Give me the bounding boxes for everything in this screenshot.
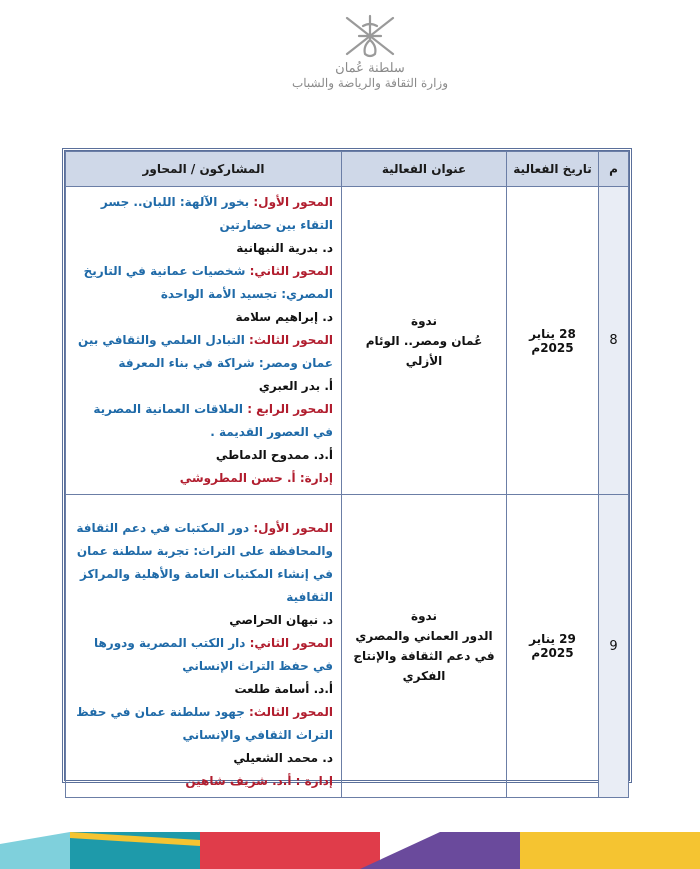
participant-name: د. بدرية النبهانية [236, 241, 333, 255]
axis-line [74, 398, 333, 444]
participant-name: أ. بدر العبري [258, 379, 333, 393]
axis-label: المحور الثاني: [249, 636, 333, 650]
participant-name: د. محمد الشعيلي [233, 751, 333, 765]
participant-name: أ.د. أسامة طلعت [234, 682, 333, 696]
axis-text: شخصيات عمانية في التاريخ المصري: تجسيد الأمة الواحدة [83, 264, 333, 301]
event-title: الدور العماني والمصري في دعم الثقافة والإنتاج الفكري [353, 629, 495, 683]
axis-line [74, 632, 333, 678]
participant-name: أ.د. ممدوح الدماطي [215, 448, 333, 462]
axis-label: المحور الأول: [253, 521, 333, 535]
column-header-participants: المشاركون / المحاور [66, 152, 342, 187]
participants-cell [66, 187, 342, 495]
logo-ministry-name: وزارة الثقافة والرياضة والشباب [291, 76, 449, 90]
table-header-row [66, 152, 629, 187]
moderator-line [74, 467, 333, 490]
footer-stripe-yellow [520, 832, 700, 869]
event-date: 28 يناير 2025م [507, 187, 599, 495]
moderator-line [74, 770, 333, 793]
axis-label: المحور الثالث: [249, 705, 333, 719]
axis-label: المحور الرابع : [247, 402, 333, 416]
axis-text: العلاقات العمانية المصرية في العصور القديمة . [93, 402, 333, 439]
event-type: ندوة [411, 609, 437, 623]
participants-cell [66, 495, 342, 798]
participant-name: د. إبراهيم سلامة [235, 310, 333, 324]
event-type: ندوة [411, 313, 437, 328]
moderator-label: إدارة : [295, 774, 333, 788]
axis-line [74, 329, 333, 375]
event-title-cell [342, 495, 507, 798]
footer-stripe-lightblue [0, 832, 70, 869]
column-header-number: م [599, 152, 629, 187]
row-number: 8 [599, 187, 629, 495]
axis-line [74, 517, 333, 609]
event-date: 29 يناير 2025م [507, 495, 599, 798]
event-title-cell [342, 187, 507, 495]
axis-text: بخور الآلهة: اللبان.. جسر التقاء بين حضارتين [100, 195, 333, 232]
column-header-date: تاريخ الفعالية [507, 152, 599, 187]
moderator-label: إدارة: [299, 471, 333, 485]
axis-text: دار الكتب المصرية ودورها في حفظ التراث الإنساني [93, 636, 333, 673]
axis-text: التبادل العلمي والثقافي بين عمان ومصر: شراكة في بناء المعرفة [78, 333, 333, 370]
khanjar-emblem-icon [335, 12, 405, 60]
footer-stripe-red [200, 832, 380, 869]
footer-stripe-purple [360, 832, 520, 869]
axis-text: جهود سلطنة عمان في حفظ التراث الثقافي والإنساني [76, 705, 333, 742]
events-table [62, 148, 632, 788]
decorative-footer-band [0, 832, 700, 869]
column-header-title: عنوان الفعالية [342, 152, 507, 187]
axis-label: المحور الأول: [253, 195, 333, 209]
axis-line [74, 260, 333, 306]
axis-line [74, 191, 333, 237]
axis-label: المحور الثالث: [249, 333, 333, 347]
moderator-name: أ. حسن المطروشي [179, 471, 300, 485]
axis-label: المحور الثاني: [249, 264, 333, 278]
row-number: 9 [599, 495, 629, 798]
table-row [66, 187, 629, 495]
ministry-logo [290, 12, 450, 102]
table-row [66, 495, 629, 798]
event-title: عُمان ومصر.. الوئام الأزلي [365, 333, 483, 368]
moderator-name: أ.د. شريف شاهين [185, 774, 296, 788]
axis-text: دور المكتبات في دعم الثقافة والمحافظة على التراث: تجربة سلطنة عمان في إنشاء المكتبات العامة والأهلية والمراكز الثقافية [76, 521, 333, 604]
axis-line [74, 701, 333, 747]
participant-name: د. نبهان الحراصي [229, 613, 333, 627]
logo-country-name: سلطنة عُمان [335, 61, 405, 76]
